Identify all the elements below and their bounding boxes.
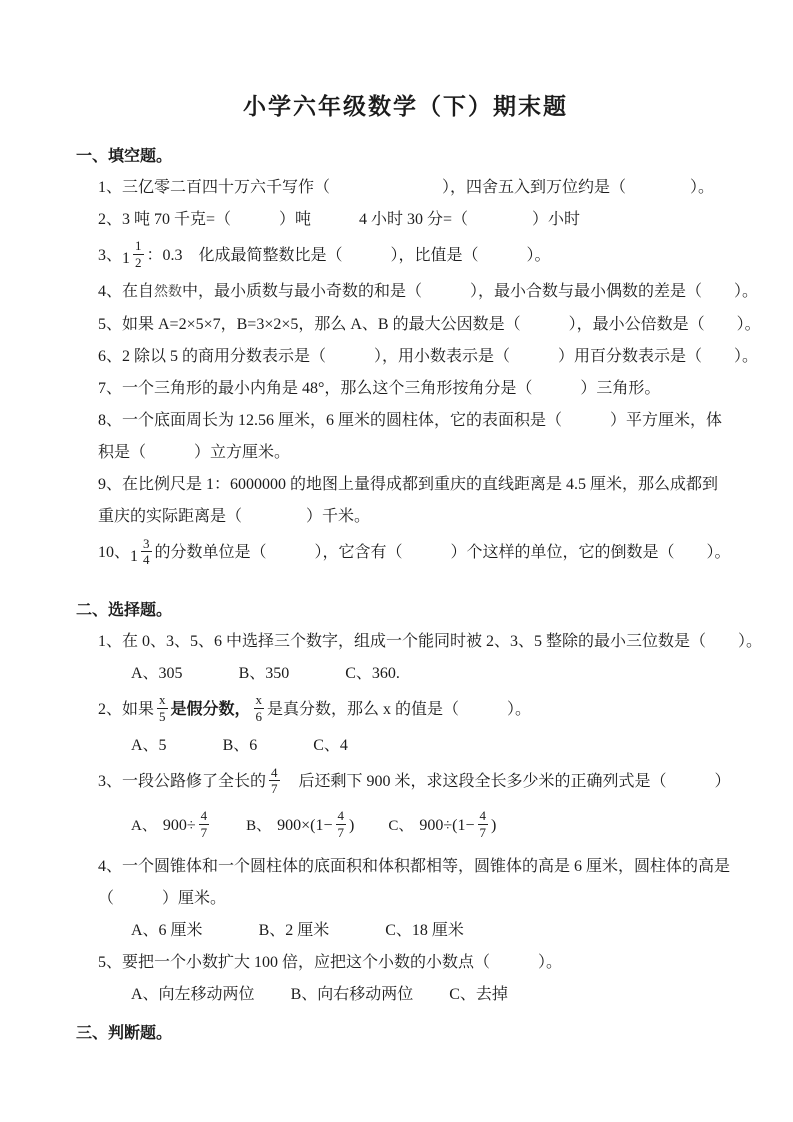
option-expression-end: ) [349, 816, 355, 834]
fraction [199, 809, 210, 839]
fraction-numerator: x [159, 692, 166, 708]
s2-question-4-line1: 4、一个圆锥体和一个圆柱体的底面积和体积都相等，圆锥体的高是 6 厘米，圆柱体的高是 [98, 858, 731, 876]
fraction [157, 693, 168, 723]
option-expression-end: ) [491, 816, 497, 834]
section-multiple-choice [76, 596, 763, 1011]
option-expression: 900÷(1− [419, 816, 475, 834]
s2-question-3 [98, 762, 735, 802]
s1-question-8-line2: 积是（ ）立方厘米。 [98, 444, 291, 462]
s1-question-10 [98, 533, 735, 573]
s1-question-9-line2: 重庆的实际距离是（ ）千米。 [98, 508, 371, 526]
fraction-denominator: 4 [143, 552, 150, 568]
option-a [131, 808, 212, 840]
s2-question-1: 1、在 0、3、5、6 中选择三个数字，组成一个能同时被 2、3、5 整除的最小三位数是（ ）。 [98, 632, 763, 650]
mixed-number-whole: 1 [122, 250, 131, 268]
s1-question-4 [98, 276, 759, 309]
option-label: B、 [246, 817, 272, 834]
s1-question-3 [98, 236, 735, 276]
option-b: B、向右移动两位 [290, 986, 414, 1004]
s2-q5-options [131, 979, 735, 1011]
fraction-denominator: 5 [159, 708, 166, 724]
fraction [336, 809, 347, 839]
s1-q3-ratio: ：0.3 [146, 247, 183, 264]
s1-q10-pre: 10、 [98, 544, 131, 562]
s2-q3-pre: 3、一段公路修了全长的 [98, 773, 267, 791]
option-expression: 900÷ [162, 816, 196, 834]
option-label: C、 [388, 817, 414, 834]
fraction [269, 766, 280, 796]
s1-q4-rest: 中，最小质数与最小奇数的和是（ ），最小合数与最小偶数的差是（ ）。 [182, 283, 759, 301]
s1-q3-rest: 化成最简整数比是（ ），比值是（ ）。 [182, 247, 551, 264]
option-c: C、去掉 [449, 986, 508, 1004]
s1-question-7: 7、一个三角形的最小内角是 48°，那么这个三角形按角分是（ ）三角形。 [98, 380, 661, 398]
fraction [133, 239, 144, 269]
s2-q2-bold-text: 是假分数， [170, 700, 251, 718]
option-expression: 900×(1− [277, 816, 333, 834]
option-a: A、5 [131, 737, 167, 755]
fraction-numerator: 4 [271, 764, 278, 780]
s1-q4-alt-text: 然数 [154, 285, 183, 301]
s1-question-9-line1: 9、在比例尺是 1：6000000 的地图上量得成都到重庆的直线距离是 4.5 厘米，那么成都到 [98, 476, 719, 494]
option-a: A、6 厘米 [131, 922, 203, 940]
option-c: C、18 厘米 [385, 922, 464, 940]
option-c: C、4 [313, 737, 348, 755]
option-label: A、 [131, 817, 157, 834]
option-b [246, 808, 355, 840]
s2-q4-options [131, 915, 735, 947]
s2-q2-pre: 2、如果 [98, 700, 155, 718]
s2-q2-options [131, 730, 735, 762]
s2-q2-rest: 是真分数，那么 x 的值是（ ）。 [267, 700, 532, 718]
fraction-numerator: 1 [135, 238, 142, 254]
option-c [388, 808, 497, 840]
fraction-denominator: 7 [271, 781, 278, 797]
s1-question-6: 6、2 除以 5 的商用分数表示是（ ），用小数表示是（ ）用百分数表示是（ ）。 [98, 348, 759, 366]
fraction-denominator: 2 [135, 254, 142, 270]
option-b: B、6 [222, 737, 258, 755]
section-fill-in-blanks [76, 142, 761, 574]
fraction [478, 809, 489, 839]
s2-q3-rest: 后还剩下 900 米，求这段全长多少米的正确列式是（ ） [282, 773, 731, 791]
section2-heading: 二、选择题。 [76, 601, 173, 619]
s1-q3-pre: 3、 [98, 247, 123, 264]
fraction [141, 537, 152, 567]
option-c: C、360. [345, 664, 400, 682]
fraction-numerator: 4 [200, 808, 208, 824]
fraction-numerator: x [255, 692, 263, 708]
page-title: 小学六年级数学（下）期末题 [243, 94, 568, 119]
option-b: B、2 厘米 [258, 922, 330, 940]
s2-q1-options [131, 658, 735, 690]
fraction [254, 693, 265, 723]
s2-q3-options [131, 807, 735, 845]
fraction-numerator: 4 [479, 808, 486, 824]
option-a: A、305 [131, 664, 183, 682]
section-true-false [76, 1019, 735, 1049]
fraction-denominator: 7 [479, 824, 486, 840]
option-b: B、350 [238, 664, 290, 682]
s1-question-5: 5、如果 A=2×5×7，B=3×2×5，那么 A、B 的最大公因数是（ ），最小公倍数是（ ）。 [98, 316, 761, 334]
fraction-numerator: 4 [337, 808, 345, 824]
mixed-number-whole: 1 [130, 547, 139, 565]
section3-heading: 三、判断题。 [76, 1025, 173, 1043]
s2-question-4-line2: （ ）厘米。 [98, 890, 227, 908]
s2-question-2 [98, 690, 735, 730]
fraction-denominator: 7 [200, 824, 208, 840]
s2-question-5: 5、要把一个小数扩大 100 倍，应把这个小数的小数点（ ）。 [98, 954, 563, 972]
option-a: A、向左移动两位 [131, 986, 255, 1004]
s1-q10-rest: 的分数单位是（ ），它含有（ ）个这样的单位，它的倒数是（ ）。 [154, 544, 731, 562]
s1-question-1: 1、三亿零二百四十万六千写作（ ），四舍五入到万位约是（ ）。 [98, 179, 715, 196]
fraction-denominator: 6 [255, 708, 263, 724]
s1-question-8-line1: 8、一个底面周长为 12.56 厘米，6 厘米的圆柱体，它的表面积是（ ）平方厘米，体 [98, 412, 723, 430]
fraction-numerator: 3 [143, 535, 150, 551]
section1-heading: 一、填空题。 [76, 148, 173, 165]
fraction-denominator: 7 [337, 824, 345, 840]
s1-question-2: 2、3 吨 70 千克=（ ）吨 4 小时 30 分=（ ）小时 [98, 211, 581, 228]
s1-q4-pre: 4、在自 [98, 283, 155, 301]
